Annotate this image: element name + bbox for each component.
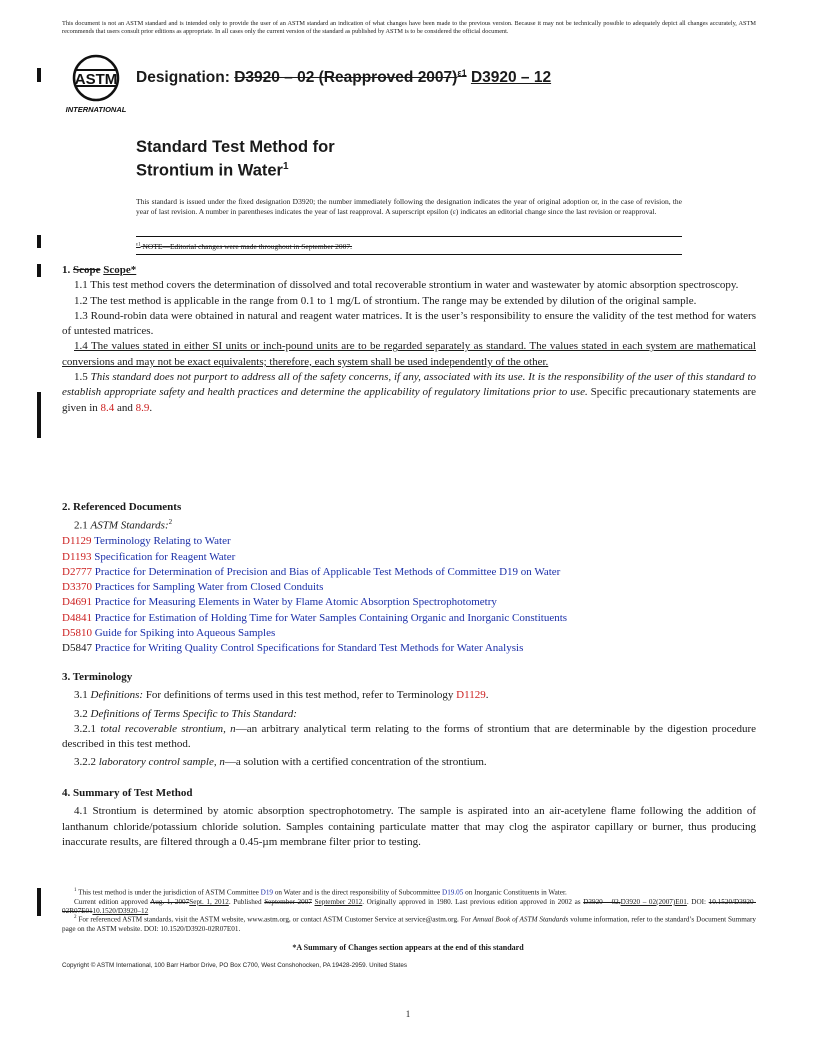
- reference-code[interactable]: D4691: [62, 596, 92, 609]
- paragraph-1-1: 1.1 This test method covers the determination of dissolved and total recoverable strontium in water and wastewater by atomic absorption spectroscopy.: [74, 279, 739, 292]
- section-scope: [62, 263, 756, 416]
- reference-title[interactable]: Practice for Measuring Elements in Water by Flame Atomic Absorption Spectrophotometry: [94, 596, 497, 609]
- reference-item: [62, 550, 756, 565]
- note-rule-bottom: [136, 254, 682, 255]
- summary-of-changes-note: *A Summary of Changes section appears at the end of this standard: [292, 943, 524, 952]
- document-title: [136, 137, 335, 181]
- reference-title[interactable]: Practice for Estimation of Holding Time for Water Samples Containing Organic and Inorganic Constituents: [94, 611, 568, 624]
- reference-code[interactable]: D5847: [62, 642, 92, 655]
- change-bar: [37, 235, 41, 248]
- reference-title[interactable]: Specification for Reagent Water: [94, 550, 236, 563]
- designation-old: D3920 – 02 (Reapproved 2007)$^{\varepsilon 1}$: [234, 68, 467, 87]
- editorial-note: $^{\varepsilon 1}$ NOTE—Editorial changes were made throughout in September 2007.: [136, 242, 353, 251]
- paragraph-3-2-1: 3.2.1 total recoverable strontium, n—an arbitrary analytical term relating to the forms of strontium that are determinable by the digestion procedure described in this test method.: [62, 722, 757, 751]
- section-summary: [62, 786, 756, 850]
- paragraph-1-5: 1.5 This standard does not purport to address all of the safety concerns, if any, associated with its use. It is the responsibility of the user of this standard to establish appropriate safety and health practices and determine the applicability of regulatory limitations prior to use. Specific precautionary statements are given in 8.4 and 8.9.: [62, 371, 757, 414]
- reference-title[interactable]: Practice for Determination of Precision and Bias of Applicable Test Methods of Committee D19 on Water: [94, 565, 561, 578]
- paragraph-1-4: 1.4 The values stated in either SI units or inch-pound units are to be regarded separately as standard. The values stated in each system are mathematical conversions and may not be exact equivalents; therefore, each system shall be used independently of the other.: [62, 340, 756, 368]
- reference-item: [62, 534, 756, 549]
- paragraph-3-2: 3.2 Definitions of Terms Specific to This Standard:: [74, 707, 297, 720]
- section-heading: 4. Summary of Test Method: [62, 787, 193, 799]
- title-line-1: Standard Test Method for: [136, 138, 335, 156]
- reference-item: [62, 641, 756, 656]
- paragraph-1-3: 1.3 Round-robin data were obtained in natural and reagent water matrices. It is the user’s responsibility to ensure the validity of the test method for waters of untested matrices.: [62, 309, 756, 338]
- section-heading: 1. Scope Scope*: [62, 264, 137, 276]
- reference-code[interactable]: D4841: [62, 611, 92, 624]
- reference-code[interactable]: D1129: [62, 535, 92, 548]
- reference-item: [62, 580, 756, 595]
- title-line-2: Strontium in Water$^1$: [136, 161, 289, 180]
- paragraph-3-2-2: 3.2.2 laboratory control sample, n—a solution with a certified concentration of the strontium.: [74, 756, 487, 769]
- section-heading: 3. Terminology: [62, 671, 133, 683]
- copyright-line: Copyright © ASTM International, 100 Barr Harbor Drive, PO Box C700, West Conshohocken, PA 19428-2959. United States: [62, 962, 407, 969]
- footnote-2: $^2$ For referenced ASTM standards, visit the ASTM website, www.astm.org, or contact ASTM Customer Service at service@astm.org. For Annual Book of ASTM Standards volume information, refer to the standard’s Document Summary page on the ASTM website. DOI: 10.1520/D3920-02R07E01.: [62, 915, 756, 933]
- issued-statement: This standard is issued under the fixed designation D3920; the number immediately following the designation indicates the year of original adoption or, in the case of revision, the year of last revision. A number in parentheses indicates the year of last reapproval. A superscript epsilon (ε) indicates an editorial change since the last revision or reapproval.: [136, 197, 682, 216]
- ref-link[interactable]: 8.4: [100, 401, 115, 414]
- subcommittee-link[interactable]: D19.05: [442, 888, 464, 897]
- designation-new: D3920 – 12: [470, 69, 552, 87]
- ref-link[interactable]: 8.9: [135, 401, 150, 414]
- note-rule-top: [136, 236, 682, 237]
- logo-letters: ASTM: [74, 71, 118, 88]
- reference-list: [62, 534, 756, 656]
- change-bar: [37, 68, 41, 82]
- reference-code[interactable]: D1193: [62, 550, 92, 563]
- ref-link[interactable]: D1129: [456, 689, 486, 702]
- reference-title[interactable]: Terminology Relating to Water: [94, 535, 231, 548]
- reference-code[interactable]: D5810: [62, 627, 92, 640]
- paragraph-1-2: 1.2 The test method is applicable in the range from 0.1 to 1 mg/L of strontium. The range may be extended by dilution of the original sample.: [74, 294, 697, 307]
- change-bar: [37, 264, 41, 277]
- reference-item: [62, 626, 756, 641]
- logo-caption: INTERNATIONAL: [65, 105, 127, 114]
- paragraph-3-1: 3.1 Definitions: For definitions of terms used in this test method, refer to Terminology D1129.: [74, 689, 489, 702]
- disclaimer-text: This document is not an ASTM standard and is intended only to provide the user of an ASTM standard an indication of what changes have been made to the previous version. Because it may not be technically possible to adequately depict all changes accurately, ASTM recommends that users consult prior editions as appropriate. In all cases only the current version of the standard as published by ASTM is to be considered the official document.: [62, 20, 756, 36]
- reference-item: [62, 595, 756, 610]
- reference-title[interactable]: Practice for Writing Quality Control Specifications for Standard Test Methods for Water Analysis: [94, 642, 524, 655]
- change-bar: [37, 888, 41, 916]
- reference-title[interactable]: Guide for Spiking into Aqueous Samples: [94, 627, 276, 640]
- reference-code[interactable]: D3370: [62, 581, 92, 594]
- section-referenced-documents: [62, 500, 756, 657]
- astm-logo: [62, 52, 130, 118]
- section-terminology: [62, 670, 756, 771]
- page-number: 1: [405, 1009, 411, 1019]
- committee-link[interactable]: D19: [260, 888, 274, 897]
- reference-title[interactable]: Practices for Sampling Water from Closed Conduits: [94, 581, 324, 594]
- designation: [136, 68, 551, 87]
- footnote-1: $^1$ This test method is under the jurisdiction of ASTM Committee D19 on Water and is the direct responsibility of Subcommittee D19.05 on Inorganic Constituents in Water. Current edition approved Aug. 1, 2007Sept. 1, 2012. Published September 2007 September 2012. Originally approved in 1980. Last previous edition approved in 2002 as D3920 – 02.D3920 – 02(2007)E01. DOI: 10.1520/D3920-02R07E0110.1520/D3920–12: [62, 888, 756, 915]
- paragraph-2-1: 2.1 ASTM Standards:$^2$: [74, 518, 173, 532]
- reference-item: [62, 565, 756, 580]
- reference-item: [62, 611, 756, 626]
- designation-label: Designation:: [136, 69, 230, 87]
- paragraph-4-1: 4.1 Strontium is determined by atomic absorption spectrophotometry. The sample is aspirated into an air-acetylene flame following the addition of lanthanum chloride/potassium chloride solution. Samples containing particulate matter that may clog the aspirator capillary or burner, thus producing inaccurate results, are filtered through a 0.45-µm membrane filter prior to testing.: [62, 805, 756, 848]
- reference-code[interactable]: D2777: [62, 565, 92, 578]
- change-bar: [37, 392, 41, 438]
- section-heading: 2. Referenced Documents: [62, 501, 182, 513]
